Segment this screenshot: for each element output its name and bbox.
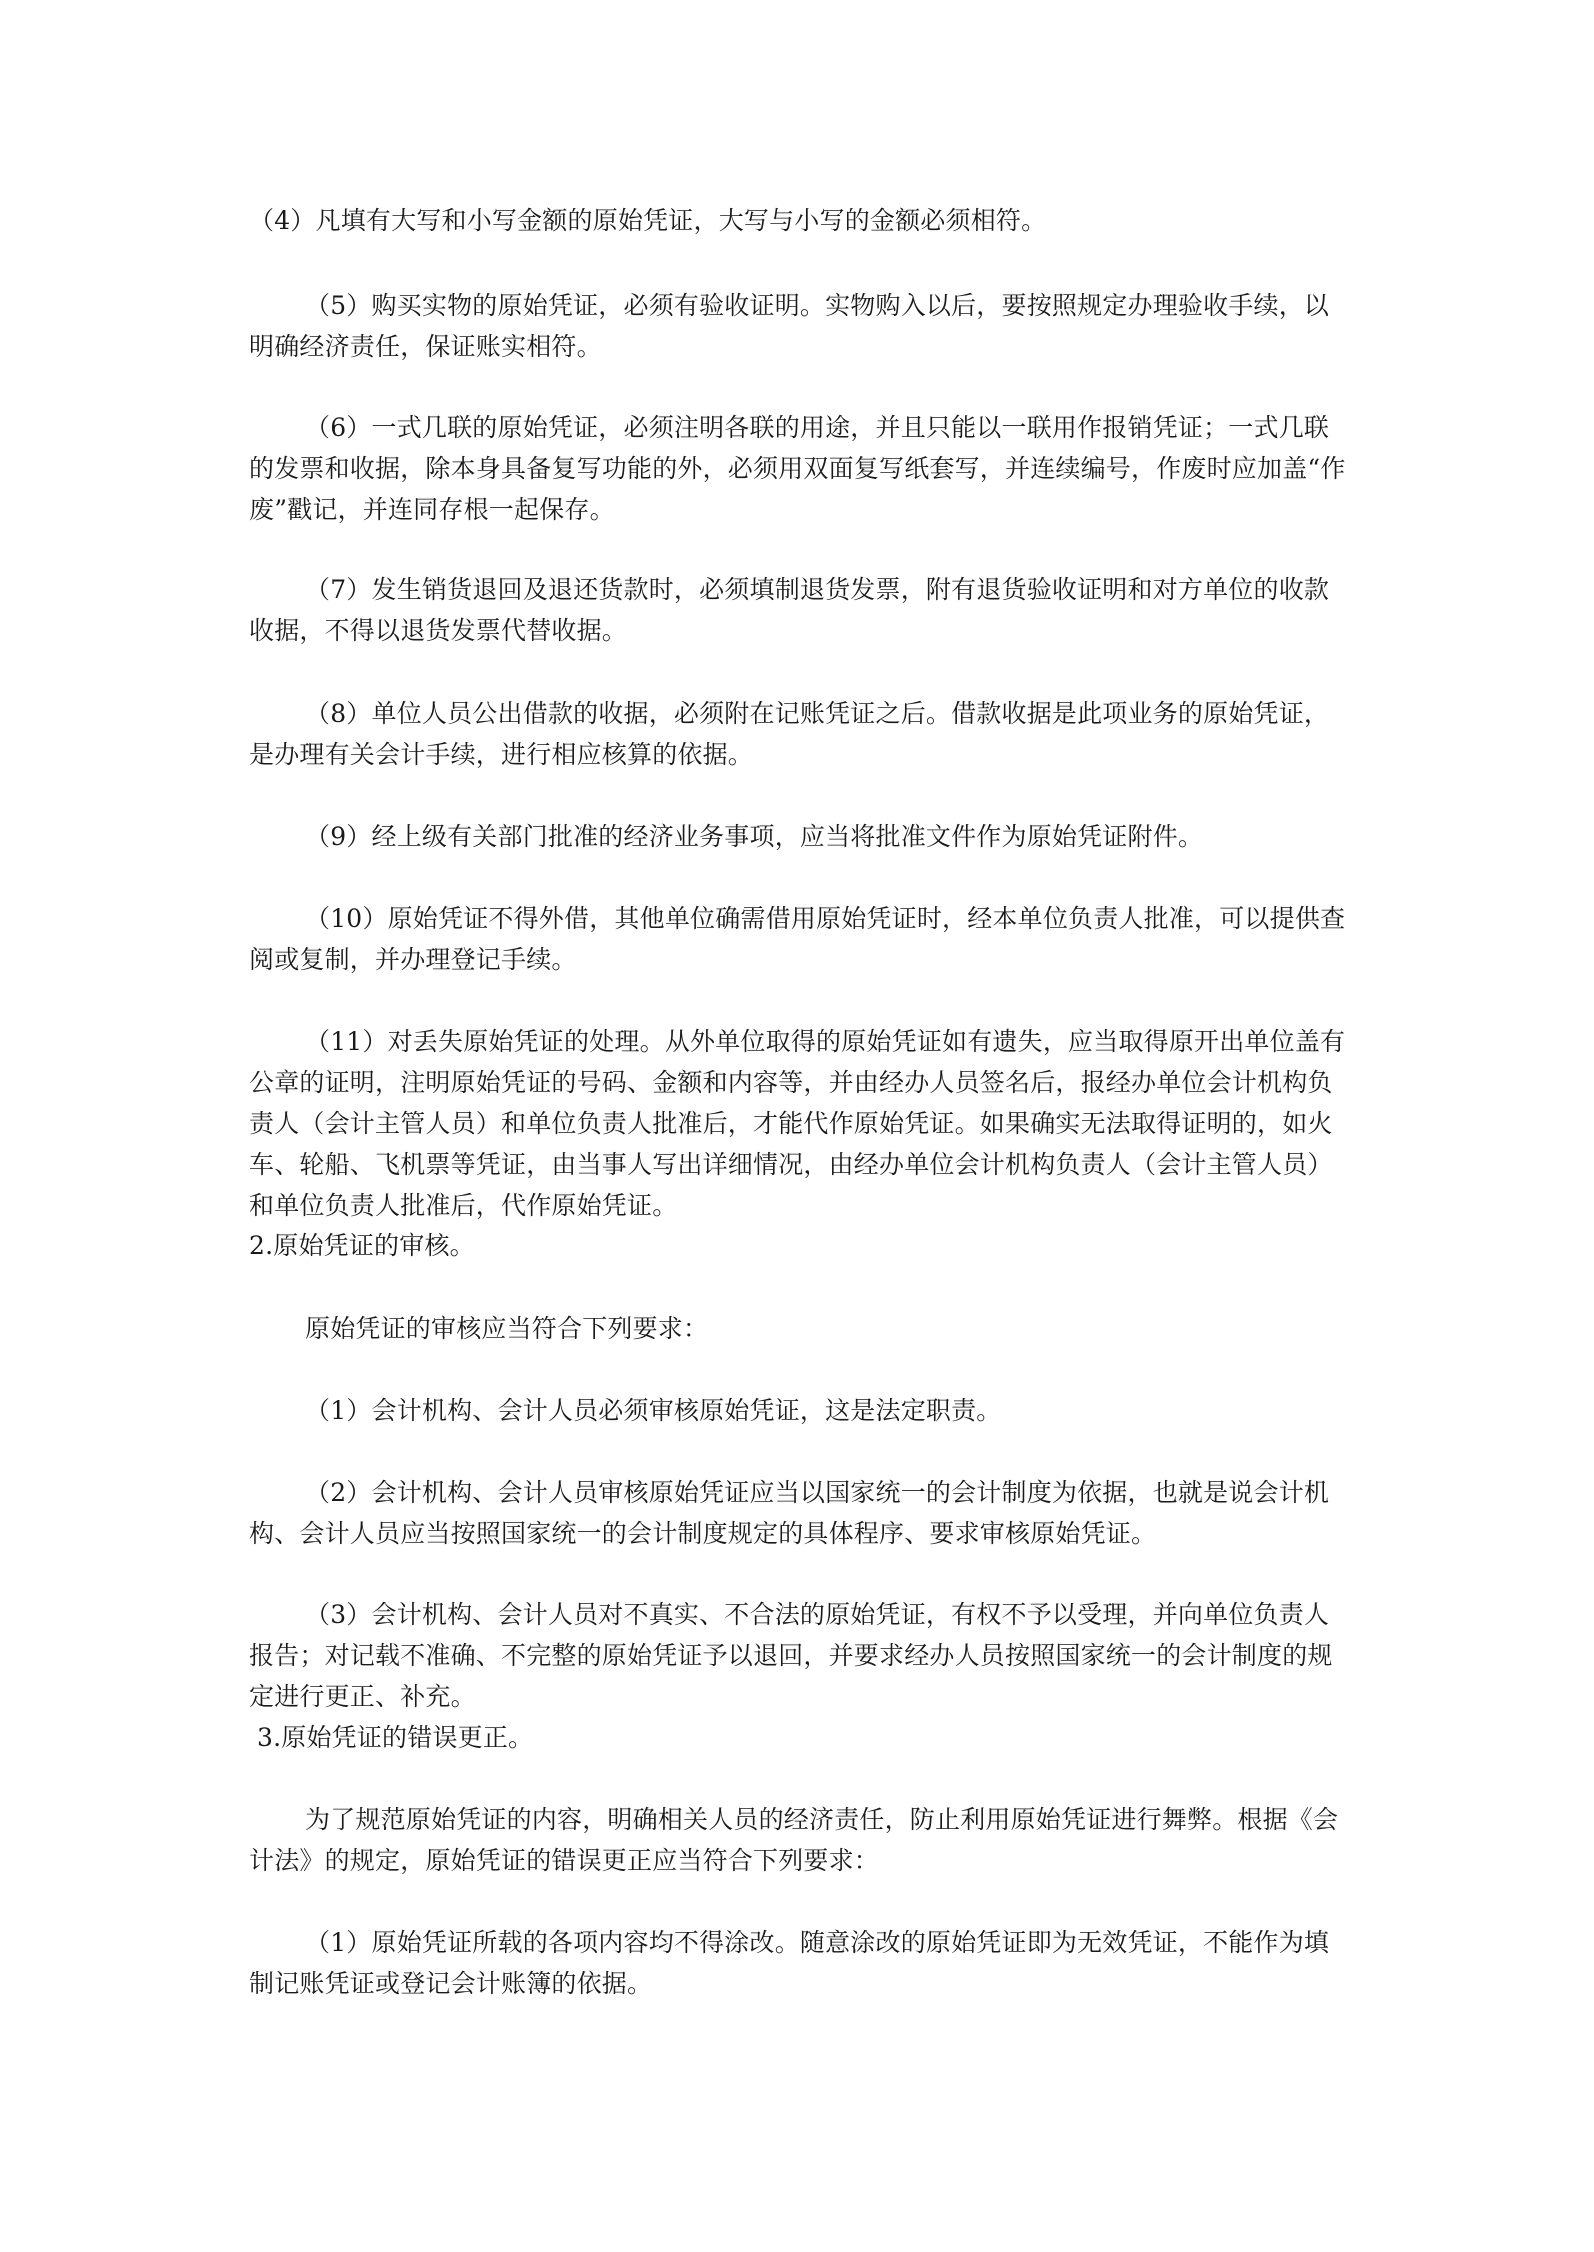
- paragraph-correction-1: （1）原始凭证所载的各项内容均不得涂改。随意涂改的原始凭证即为无效凭证，不能作为填制记账凭证或登记会计账簿的依据。: [249, 1928, 1330, 1998]
- section-heading-2: 2.原始凭证的审核。: [249, 1231, 475, 1260]
- paragraph-correction-intro: 为了规范原始凭证的内容，明确相关人员的经济责任，防止利用原始凭证进行舞弊。根据《会计法》的规定，原始凭证的错误更正应当符合下列要求：: [249, 1805, 1339, 1875]
- paragraph-review-3: （3）会计机构、会计人员对不真实、不合法的原始凭证，有权不予以受理，并向单位负责人报告；对记载不准确、不完整的原始凭证予以退回，并要求经办人员按照国家统一的会计制度的规定进行更正、补充。: [249, 1600, 1333, 1711]
- paragraph-item-11: （11）对丢失原始凭证的处理。从外单位取得的原始凭证如有遗失，应当取得原开出单位盖有公章的证明，注明原始凭证的号码、金额和内容等，并由经办人员签名后，报经办单位会计机构负责人（会计主管人员）和单位负责人批准后，才能代作原始凭证。如果确实无法取得证明的，如火车、轮船、飞机票等凭证，由当事人写出详细情况，由经办单位会计机构负责人（会计主管人员）和单位负责人批准后，代作原始凭证。: [249, 1027, 1346, 1220]
- paragraph-item-7: （7）发生销货退回及退还货款时，必须填制退货发票，附有退货验收证明和对方单位的收款收据，不得以退货发票代替收据。: [249, 575, 1330, 645]
- paragraph-item-10: （10）原始凭证不得外借，其他单位确需借用原始凭证时，经本单位负责人批准，可以提供查阅或复制，并办理登记手续。: [249, 904, 1346, 974]
- section-heading-3: 3.原始凭证的错误更正。: [257, 1723, 534, 1752]
- paragraph-review-1: （1）会计机构、会计人员必须审核原始凭证，这是法定职责。: [305, 1396, 1002, 1425]
- paragraph-item-5: （5）购买实物的原始凭证，必须有验收证明。实物购入以后，要按照规定办理验收手续，以明确经济责任，保证账实相符。: [249, 291, 1330, 361]
- paragraph-item-9: （9）经上级有关部门批准的经济业务事项，应当将批准文件作为原始凭证附件。: [305, 822, 1204, 851]
- paragraph-review-2: （2）会计机构、会计人员审核原始凭证应当以国家统一的会计制度为依据，也就是说会计机构、会计人员应当按照国家统一的会计制度规定的具体程序、要求审核原始凭证。: [249, 1478, 1330, 1548]
- paragraph-item-8: （8）单位人员公出借款的收据，必须附在记账凭证之后。借款收据是此项业务的原始凭证，是办理有关会计手续，进行相应核算的依据。: [249, 699, 1330, 769]
- paragraph-item-4: （4）凡填有大写和小写金额的原始凭证，大写与小写的金额必须相符。: [249, 206, 1047, 235]
- paragraph-review-intro: 原始凭证的审核应当符合下列要求：: [305, 1314, 709, 1343]
- paragraph-item-6: （6）一式几联的原始凭证，必须注明各联的用途，并且只能以一联用作报销凭证；一式几联的发票和收据，除本身具备复写功能的外，必须用双面复写纸套写，并连续编号，作废时应加盖“作废”戳记，并连同存根一起保存。: [249, 413, 1346, 524]
